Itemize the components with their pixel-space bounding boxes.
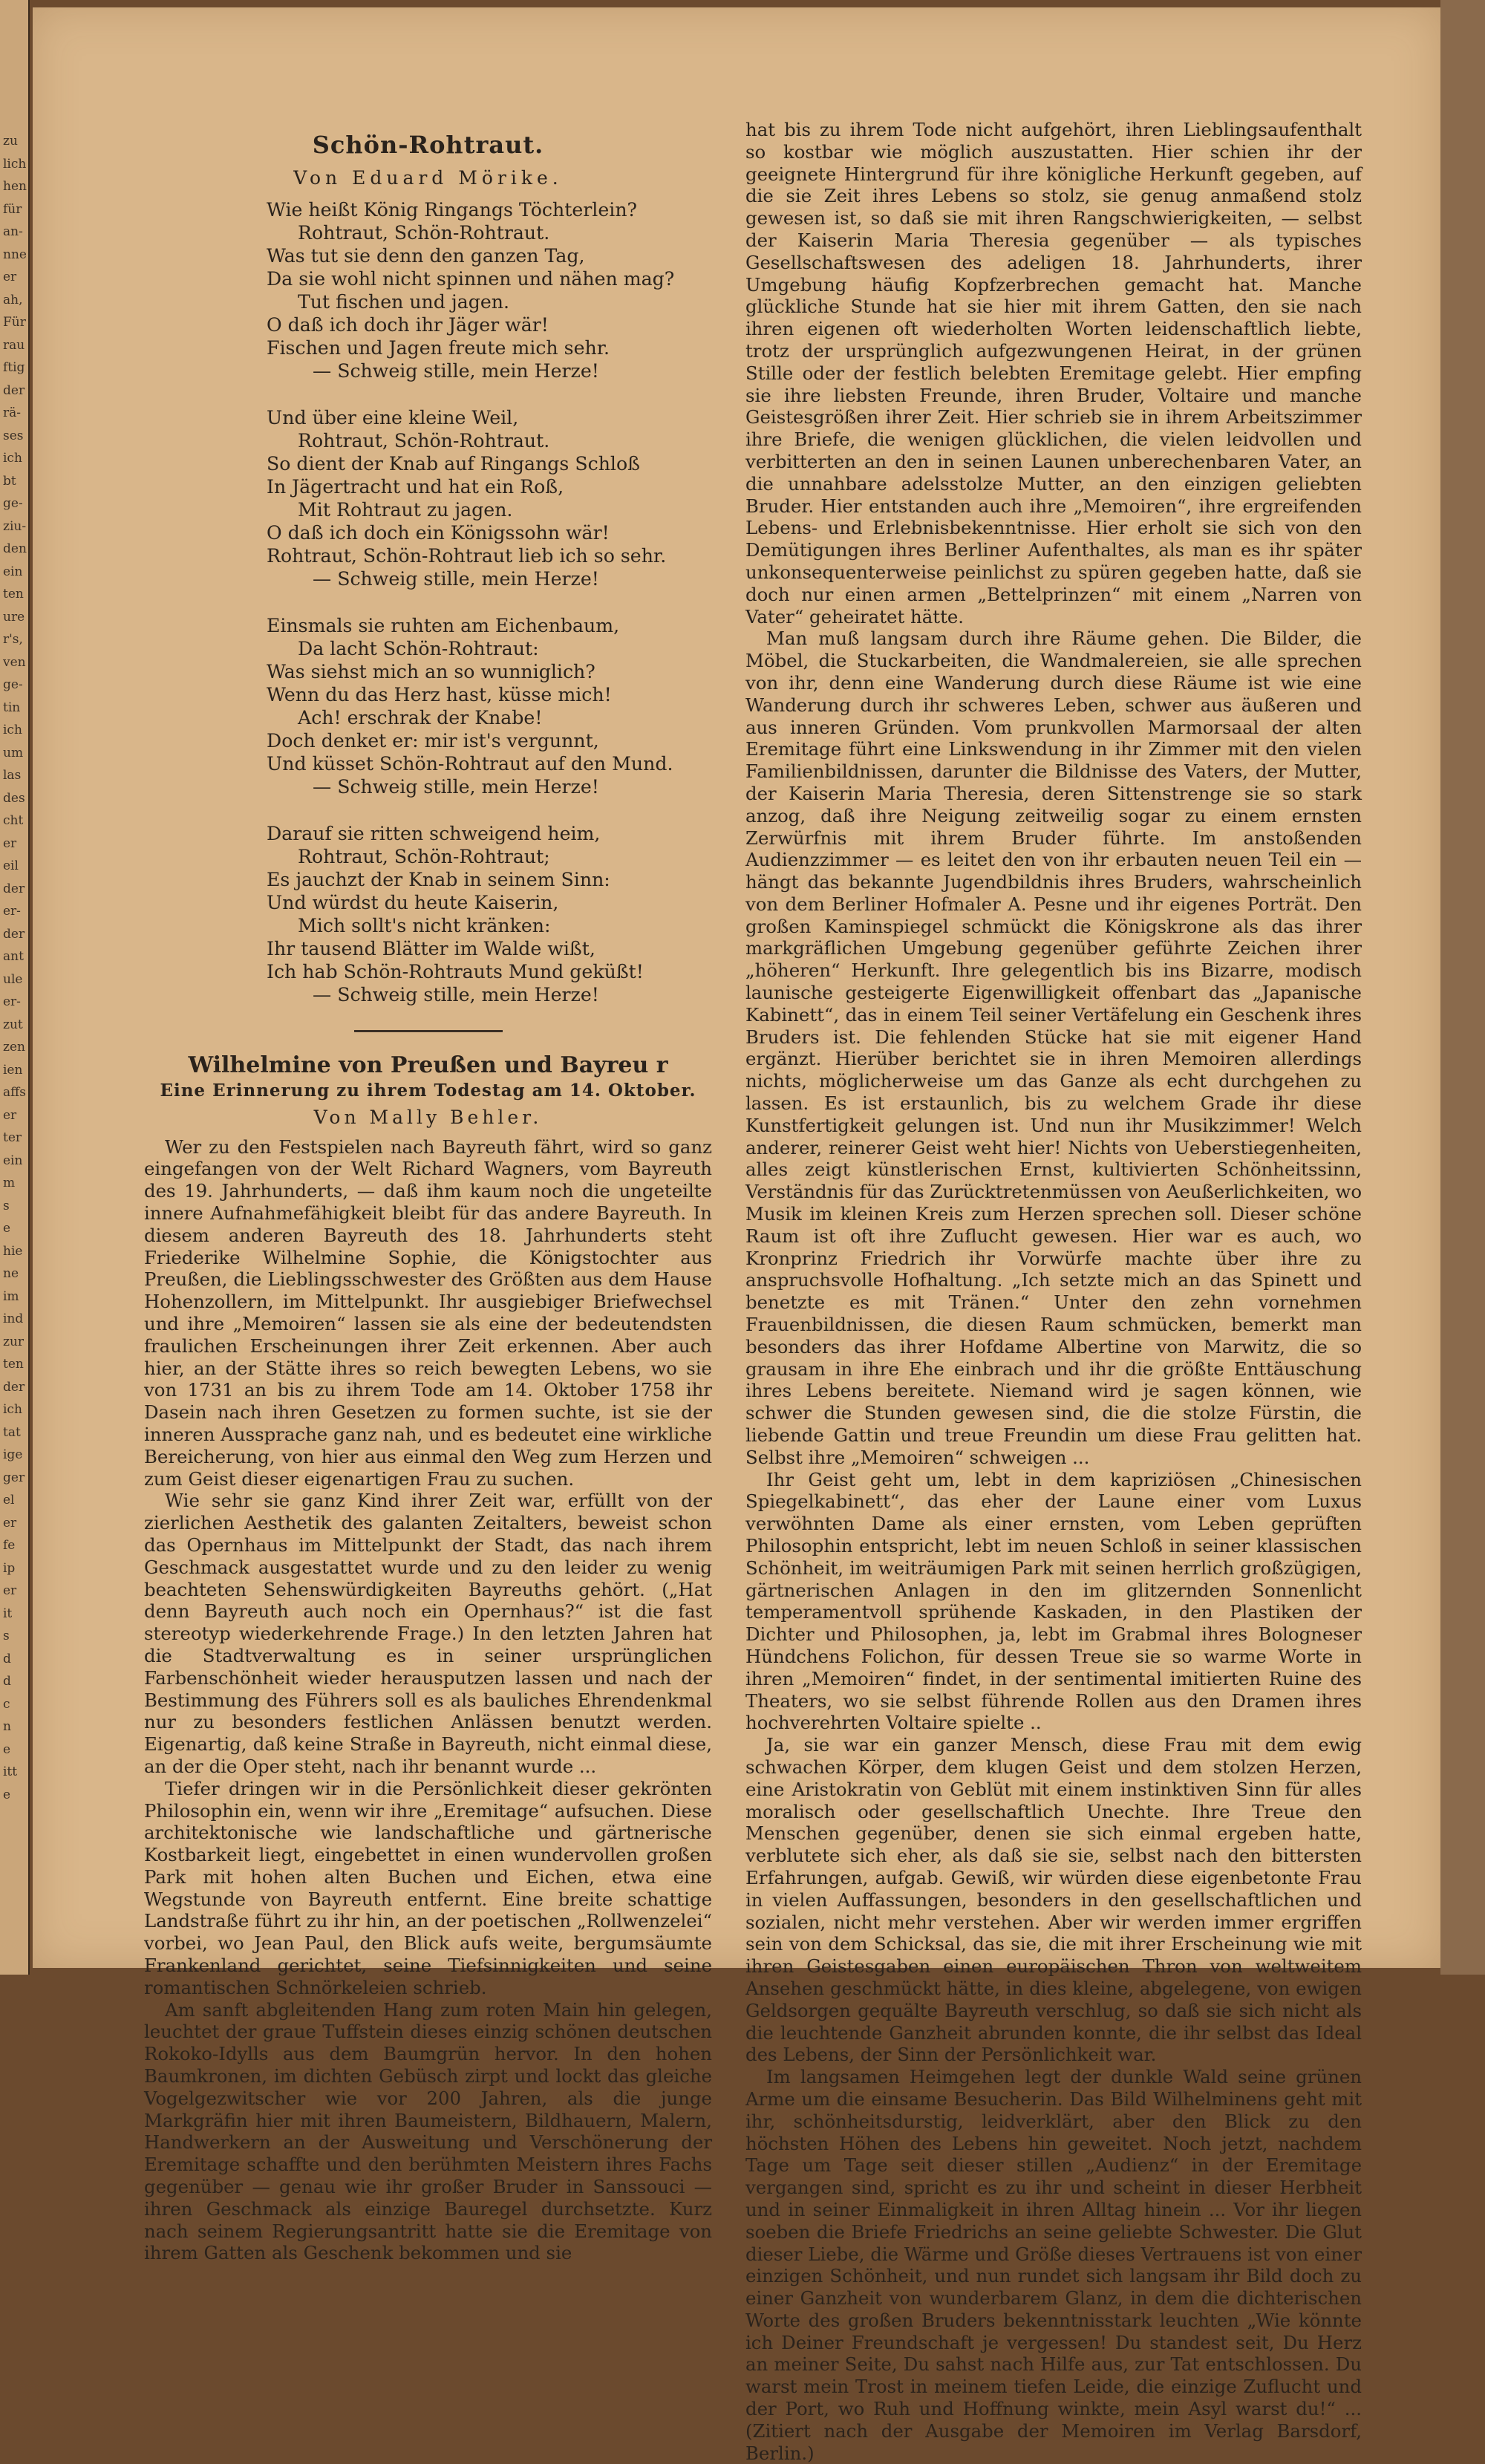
poem-line: Und würdst du heute Kaiserin, xyxy=(267,891,559,913)
poem-byline: Von Eduard Mörike. xyxy=(293,167,563,189)
poem-line: In Jägertracht und hat ein Roß, xyxy=(267,475,564,498)
poem-line: Rohtraut, Schön-Rohtraut lieb ich so sehr. xyxy=(267,544,667,567)
poem-title: Schön-Rohtraut. xyxy=(312,131,544,159)
margin-fragment: er- xyxy=(3,904,21,919)
margin-fragment: ein xyxy=(3,1153,23,1168)
margin-fragment: der xyxy=(3,881,25,896)
poem-line: O daß ich doch ein Königssohn wär! xyxy=(267,521,610,544)
margin-fragment: zu xyxy=(3,134,18,149)
margin-fragment: itt xyxy=(3,1764,18,1779)
margin-fragment: ich xyxy=(3,723,22,737)
poem-line: Ich hab Schön-Rohtrauts Mund geküßt! xyxy=(267,960,644,982)
margin-fragment: ant xyxy=(3,949,24,964)
left-column xyxy=(144,78,712,2264)
article-paragraph: Ihr Geist geht um, lebt in dem kapriziösen „Chinesischen Spiegelkabinett“, das eher der Laune einer vom Luxus verwöhnten Dame als einer ernsten, vom Leben geprüften Philosophin entspricht, lebt im neuen Schloß in seiner klassischen Schönheit, im weiträumigen Park mit seinen herrlich großzügigen, gärtnerischen Anlagen in den im glitzernden Sonnenlicht temperamentvoll sprühende Kaskaden, in den Plastiken der Dichter und Philosophen, ja, lebt im Grabmal ihres Bologneser Hündchens Folichon, für dessen Treue sie so warme Worte in ihren „Memoiren“ findet, in der sentimental imitierten Ruine des Theaters, wo sie selbst führende Rollen aus den Dramen ihres hochverehrten Voltaire spielte .. xyxy=(745,1468,1362,1734)
poem-stanza xyxy=(267,198,712,382)
poem-line: — Schweig stille, mein Herze! xyxy=(313,775,599,798)
article-paragraph: Am sanft abgleitenden Hang zum roten Main hin gelegen, leuchtet der graue Tuffstein dieses einzig schönen deutschen Rokoko-Idylls aus dem Baumgrün hervor. In den hohen Baumkronen, im dichten Gebüsch zirpt und lockt das gleiche Vogelgezwitscher wie vor 200 Jahren, als die junge Markgräfin hier mit ihren Baumeistern, Bildhauern, Malern, Handwerkern an der Ausweitung und Verschönerung der Eremitage schaffte und den berühmten Meistern ihres Fachs gegenüber — genau wie ihr großer Bruder in Sanssouci — ihren Geschmack als einzige Bauregel durchsetzte. Kurz nach seinem Regierungsantritt hatte sie die Eremitage von ihrem Gatten als Geschenk bekommen und sie xyxy=(144,1998,712,2264)
article-paragraph: Im langsamen Heimgehen legt der dunkle Wald seine grünen Arme um die einsame Besucherin. Das Bild Wilhelminens geht mit ihr, schönheitsdurstig, leidverklärt, aber den Blick zu den höchsten Höhen des Lebens hin geweitet. Noch jetzt, nachdem Tage um Tage seit dieser stillen „Audienz“ in der Eremitage vergangen sind, spricht es zu ihr und scheint in dieser Herbheit und in seiner Einmaligkeit in ihren Alltag hinein ... Vor ihr liegen soeben die Briefe Friedrichs an seine geliebte Schwester. Die Glut dieser Liebe, die Wärme und Größe dieses Vertrauens ist von einer einzigen Schönheit, und nun rundet sich langsam ihr Bild doch zu einer Ganzheit von wunderbarem Glanz, in dem die dichterischen Worte des großen Bruders bekenntnisstark leuchten „Wie könnte ich Deiner Freundschaft je vergessen! Du standest seit, Du Herz an meiner Seite, Du sahst nach Hilfe aus, zur Tat entschlossen. Du warst mein Trost in meinem tiefen Leide, die einzige Zuflucht und der Port, wo Ruh und Hoffnung winkte, mein Asyl warst du!“ ... (Zitiert nach der Ausgabe der Memoiren im Verlag Barsdorf, Berlin.) xyxy=(745,2066,1362,2464)
page-edge xyxy=(1440,0,1485,1975)
poem-line: Da sie wohl nicht spinnen und nähen mag? xyxy=(267,267,675,290)
poem-line: Und über eine kleine Weil, xyxy=(267,406,519,428)
margin-fragment: e xyxy=(3,1741,11,1757)
margin-fragment: im xyxy=(3,1288,19,1304)
margin-fragment: um xyxy=(3,745,24,760)
article-title: Wilhelmine von Preußen und Bayreu r xyxy=(188,1052,668,1078)
poem-stanza xyxy=(267,822,712,1006)
margin-fragment: an- xyxy=(3,224,23,239)
margin-fragment: s xyxy=(3,1629,10,1643)
margin-fragment: er xyxy=(3,1515,17,1531)
poem-line: Rohtraut, Schön-Rohtraut. xyxy=(298,429,550,452)
margin-fragment: las xyxy=(3,768,22,783)
margin-fragment: hie xyxy=(3,1243,23,1259)
divider-rule xyxy=(354,1030,503,1032)
margin-fragment: bt xyxy=(3,473,16,489)
margin-fragment: zur xyxy=(3,1334,25,1349)
margin-fragment: s xyxy=(3,1198,10,1213)
margin-fragment: fe xyxy=(3,1538,16,1553)
article-paragraph: Tiefer dringen wir in die Persönlichkeit dieser gekrönten Philosophin ein, wenn wir ihre „Eremitage“ aufsuchen. Diese architektonische wie landschaftliche und gärtnerische Kostbarkeit liegt, eingebettet in einen wundervollen großen Park mit hohen alten Buchen und Eichen, etwa eine Wegstunde von Bayreuth entfernt. Eine breite schattige Landstraße führt zu ihr hin, an der poetischen „Rollwenzelei“ vorbei, wo Jean Paul, den Blick aufs weite, bergumsäumte Frankenland gerichtet, seine Tiefsinnigkeiten und seine romantischen Schnörkeleien schrieb. xyxy=(144,1777,712,1998)
margin-fragment: zut xyxy=(3,1017,23,1032)
article-subtitle: Eine Erinnerung zu ihrem Todestag am 14. Oktober. xyxy=(160,1080,696,1101)
article-paragraph: Wer zu den Festspielen nach Bayreuth fährt, wird so ganz eingefangen von der Welt Richard Wagners, vom Bayreuth des 19. Jahrhunderts, — daß ihm kaum noch die ungeteilte innere Aufnahmefähigkeit bleibt für das andere Bayreuth. In diesem anderen Bayreuth des 18. Jahrhunderts steht Friederike Wilhelmine Sophie, die Königstochter aus Preußen, die Lieblingsschwester des Größten aus dem Hause Hohenzollern, im Mittelpunkt. Ihr ausgiebiger Briefwechsel und ihre „Memoiren“ lassen sie als eine der bedeutendsten fraulichen Erscheinungen ihrer Zeit erkennen. Aber auch hier, an der Stätte ihres so reich bewegten Lebens, wo sie von 1731 an bis zu ihrem Tode am 14. Oktober 1758 ihr Dasein nach ihren Gesetzen zu formen suchte, ist sie der inneren Aussprache ganz nah, und es bedeutet eine wirkliche Bereicherung, von hier aus einmal den Weg zum Herzen und zum Geist dieser eigenartigen Frau zu suchen. xyxy=(144,1135,712,1490)
margin-fragment: it xyxy=(3,1606,13,1621)
poem-line: Fischen und Jagen freute mich sehr. xyxy=(267,336,610,359)
poem-line: — Schweig stille, mein Herze! xyxy=(313,567,599,590)
margin-fragment: ten xyxy=(3,1357,24,1372)
margin-fragment: d xyxy=(3,1674,11,1689)
poem-line: Mit Rohtraut zu jagen. xyxy=(298,498,513,521)
margin-fragment: er xyxy=(3,270,17,284)
poem-line: Und küsset Schön-Rohtraut auf den Mund. xyxy=(267,752,673,775)
poem-line: Wenn du das Herz hast, küsse mich! xyxy=(267,683,612,705)
adjacent-page-strip xyxy=(0,0,30,1975)
poem-stanza xyxy=(267,406,712,590)
margin-fragment: eil xyxy=(3,858,19,873)
margin-fragment: ip xyxy=(3,1560,16,1576)
margin-fragment: r's, xyxy=(3,632,23,647)
margin-fragment: hen xyxy=(3,179,27,194)
margin-fragment: n xyxy=(3,1719,11,1734)
margin-fragment: rau xyxy=(3,337,25,353)
margin-fragment: cht xyxy=(3,813,24,828)
poem-line: Darauf sie ritten schweigend heim, xyxy=(267,822,601,844)
margin-fragment: nne xyxy=(3,247,27,262)
right-column xyxy=(745,119,1362,2464)
margin-fragment: affs xyxy=(3,1085,26,1100)
poem-line: Tut fischen und jagen. xyxy=(298,290,509,313)
margin-fragment: ftig xyxy=(3,360,25,375)
margin-fragment: ich xyxy=(3,451,22,466)
poem-line: Mich sollt's nicht kränken: xyxy=(298,914,551,936)
margin-fragment: ger xyxy=(3,1470,25,1485)
margin-fragment: Für xyxy=(3,315,26,330)
margin-fragment: tin xyxy=(3,700,21,715)
margin-fragment: ige xyxy=(3,1447,23,1462)
margin-fragment: des xyxy=(3,790,25,806)
poem-line: Ach! erschrak der Knabe! xyxy=(298,706,543,729)
margin-fragment: ven xyxy=(3,654,26,670)
poem-line: Es jauchzt der Knab in seinem Sinn: xyxy=(267,868,610,890)
poem-line: Wie heißt König Ringangs Töchterlein? xyxy=(267,198,638,221)
article-paragraph: Man muß langsam durch ihre Räume gehen. Die Bilder, die Möbel, die Stuckarbeiten, die Wandmalereien, sie alle sprechen von ihr, denn eine Wanderung durch diese Räume ist wie eine Wanderung durch ihr schweres Leben, schwer aus äußeren und aus inneren Gründen. Vom prunkvollen Marmorsaal der alten Eremitage führt eine Linkswendung in ihr Zimmer mit den vielen Familienbildnissen, darunter die Bildnisse des Vaters, der Mutter, der Kaiserin Maria Theresia, deren Sittenstrenge sie so stark anzog, daß ihre Neigung zeitweilig sogar zu einem ernsten Zerwürfnis mit ihrem Bruder führte. Im anstoßenden Audienzzimmer — es leitet den von ihr erbauten neuen Teil ein — hängt das bekannte Jugendbildnis ihres Bruders, wahrscheinlich von dem Berliner Hofmaler A. Pesne und ihr eigenes Porträt. Den großen Kaminspiegel schmückt die Königskrone als das ihrer markgräflichen Umgebung gegenüber geführte Zeichen ihrer „höheren“ Herkunft. Ihre gelegentlich bis ins Bizarre, modisch launische gesteigerte Eigenwilligkeit offenbart das „Japanische Kabinett“, das in einem Teil seiner Vertäfelung ein Geschenk ihres Bruders ist. Die fehlenden Stücke hat sie mit eigener Hand ergänzt. Hierüber berichtet sie in ihren Memoiren allerdings nichts, möglicherweise um das Ganze als echt durchgehen zu lassen. Es ist erstaunlich, bis zu welchem Grade ihr diese Kunstfertigkeit gelungen ist. Und nun ihr Musikzimmer! Welch anderer, reinerer Geist weht hier! Nichts von Ueberstiegenheiten, alles zeigt künstlerischen Ernst, kultivierten Schönheitssinn, Verständnis für das Zurücktretenmüssen von Aeußerlichkeiten, wo Musik im kleinen Kreis zum Herzen sprechen soll. Dieser schöne Raum ist oft ihre Zuflucht gewesen. Hier war es auch, wo Kronprinz Friedrich ihr Vorwürfe machte über ihre zu anspruchsvolle Hofhaltung. „Ich setzte mich an das Spinett und benetzte es mit Tränen.“ Unter den zehn vornehmen Frauenbildnissen, die diesen Raum schmücken, bemerkt man besonders das ihrer Hofdame Albertine von Marwitz, die so grausam in ihre Ehe einbrach und ihr die größte Enttäuschung ihres Lebens bereitete. Niemand wird je sagen können, wie schwer die Stunden gewesen sind, die die stolze Fürstin, die liebende Gattin und treue Freundin um diese Frau gelitten hat. Selbst ihre „Memoiren“ schweigen ... xyxy=(745,628,1362,1468)
margin-fragment: ule xyxy=(3,971,23,987)
article-byline: Von Mally Behler. xyxy=(313,1106,543,1128)
margin-fragment: ind xyxy=(3,1311,24,1326)
margin-fragment: d xyxy=(3,1651,11,1666)
poem-line: — Schweig stille, mein Herze! xyxy=(313,983,599,1006)
margin-fragment: der xyxy=(3,926,25,942)
margin-fragment: ein xyxy=(3,564,23,579)
article-paragraph: Ja, sie war ein ganzer Mensch, diese Frau mit dem ewig schwachen Körper, dem klugen Geist und dem stolzen Herzen, eine Aristokratin von Geblüt mit einem instinktiven Sinn für alles moralisch oder gesellschaftlich Unechte. Ihre Treue den Menschen gegenüber, denen sie sich einmal ergeben hatte, verblutete sich eher, als daß sie sie, selbst nach den bittersten Erfahrungen, aufgab. Gewiß, wir würden diese eigenbetonte Frau in vielen Auffassungen, besonders in den gesellschaftlichen und sozialen, nicht mehr verstehen. Aber wir werden immer ergriffen sein von dem Schicksal, das sie, die mit ihrer Erscheinung wie mit ihren Geistesgaben einen europäischen Thron von weltweitem Ansehen geschmückt hätte, in dies kleine, abgelegene, von ewigen Geldsorgen gequälte Bayreuth verschlug, so daß sie sich nicht als die leuchtende Ganzheit abrunden konnte, die ihr selbst das Ideal des Lebens, der Sinn der Persönlichkeit war. xyxy=(745,1734,1362,2066)
margin-fragment: er xyxy=(3,835,17,851)
margin-fragment: der xyxy=(3,1379,25,1395)
poem-line: Was siehst mich an so wunniglich? xyxy=(267,660,595,682)
margin-fragment: c xyxy=(3,1696,10,1712)
margin-fragment: ten xyxy=(3,587,24,602)
margin-fragment: er xyxy=(3,1107,17,1123)
margin-fragment: er- xyxy=(3,994,21,1009)
margin-fragment: den xyxy=(3,541,27,556)
margin-fragment: e xyxy=(3,1221,11,1236)
margin-fragment: der xyxy=(3,382,25,398)
margin-fragment: zen xyxy=(3,1040,25,1055)
margin-fragment: tat xyxy=(3,1424,21,1440)
poem-line: — Schweig stille, mein Herze! xyxy=(313,359,599,382)
margin-fragment: el xyxy=(3,1493,15,1508)
poem-line: Rohtraut, Schön-Rohtraut; xyxy=(298,845,550,867)
margin-fragment: ien xyxy=(3,1062,23,1078)
margin-fragment: ses xyxy=(3,428,24,443)
margin-fragment: lich xyxy=(3,156,27,172)
article-left-text xyxy=(144,1136,712,2265)
margin-fragment: ich xyxy=(3,1402,22,1417)
margin-fragment: ge- xyxy=(3,496,23,511)
poem-body xyxy=(144,198,712,1006)
margin-fragment: m xyxy=(3,1176,16,1190)
margin-fragment: für xyxy=(3,201,22,217)
poem-line: So dient der Knab auf Ringangs Schloß xyxy=(267,452,640,475)
margin-fragment: rä- xyxy=(3,405,22,420)
margin-fragment: ure xyxy=(3,609,25,625)
poem-line: Doch denket er: mir ist's vergunnt, xyxy=(267,729,599,752)
poem-line: Ihr tausend Blätter im Walde wißt, xyxy=(267,937,595,959)
poem-line: Da lacht Schön-Rohtraut: xyxy=(298,637,539,659)
poem-line: Rohtraut, Schön-Rohtraut. xyxy=(298,221,550,244)
poem-line: Was tut sie denn den ganzen Tag, xyxy=(267,244,585,267)
margin-fragment: er xyxy=(3,1583,17,1598)
poem-stanza xyxy=(267,614,712,798)
margin-fragment: ge- xyxy=(3,677,23,692)
poem-line: O daß ich doch ihr Jäger wär! xyxy=(267,313,549,336)
margin-fragment: e xyxy=(3,1787,11,1802)
article-paragraph: hat bis zu ihrem Tode nicht aufgehört, ihren Lieblingsaufenthalt so kostbar wie möglich auszustatten. Hier schien ihr der geeignete Hintergrund für ihre königliche Herkunft gegeben, auf die sie Zeit ihres Lebens so stolz, sie genug anmaßend stolz gewesen ist, so daß sie mit ihren Rangschwierigkeiten, — selbst der Kaiserin Maria Theresia gegenüber — als typisches Gesellschaftswesen des adeligen 18. Jahrhunderts, ihrer Umgebung häufig Kopfzerbrechen gemacht hat. Manche glückliche Stunde hat sie hier mit ihrem Gatten, den sie nach ihren eigenen oft wiederholten Worten leidenschaftlich liebte, trotz der ursprünglich aufgezwungenen Heirat, in der grünen Stille oder der festlich belebten Eremitage gelebt. Hier empfing sie ihre liebsten Freunde, ihren Bruder, Voltaire und manche Geistesgrößen ihrer Zeit. Hier schrieb sie in ihrem Arbeitszimmer ihre Briefe, die wenigen glücklichen, die vielen leidvollen und verbitterten an den in seinen Launen unberechenbaren Vater, an die unnahbare adelsstolze Mutter, an den einzigen geliebten Bruder. Hier entstanden auch ihre „Memoiren“, ihre ergreifenden Lebens- und Erlebnisbekenntnisse. Hier erholt sie sich von den Demütigungen ihres Berliner Aufenthaltes, als man es ihr später unkonsequenterweise peinlichst zu spüren gegeben hatte, daß sie doch nur einen armen „Bettelprinzen“ mit einem „Narren von Vater“ geheiratet hätte. xyxy=(745,119,1362,628)
margin-fragment: ne xyxy=(3,1266,19,1281)
article-paragraph: Wie sehr sie ganz Kind ihrer Zeit war, erfüllt von der zierlichen Aesthetik des galanten Zeitalters, beweist schon das Opernhaus im Mittelpunkt der Stadt, das nach ihrem Geschmack ausgestattet wurde und zu den leider zu wenig beachteten Sehenswürdigkeiten Bayreuths gehört. („Hat denn Bayreuth auch noch ein Opernhaus?“ ist die fast stereotyp wiederkehrende Frage.) In den letzten Jahren hat die Stadtverwaltung es in seiner ursprünglichen Farbenschönheit wieder herausputzen lassen und nach der Bestimmung des Führers soll es als bauliches Ehrendenkmal nur zu besonders festlichen Anlässen benutzt werden. Eigenartig, daß keine Straße in Bayreuth, nicht einmal diese, an der die Oper steht, nach ihr benannt wurde ... xyxy=(144,1490,712,1777)
margin-fragment: ter xyxy=(3,1130,22,1145)
poem-line: Einsmals sie ruhten am Eichenbaum, xyxy=(267,614,620,636)
margin-fragment: ah, xyxy=(3,292,23,307)
margin-fragment: ziu- xyxy=(3,518,27,534)
newspaper-page xyxy=(33,7,1440,2464)
